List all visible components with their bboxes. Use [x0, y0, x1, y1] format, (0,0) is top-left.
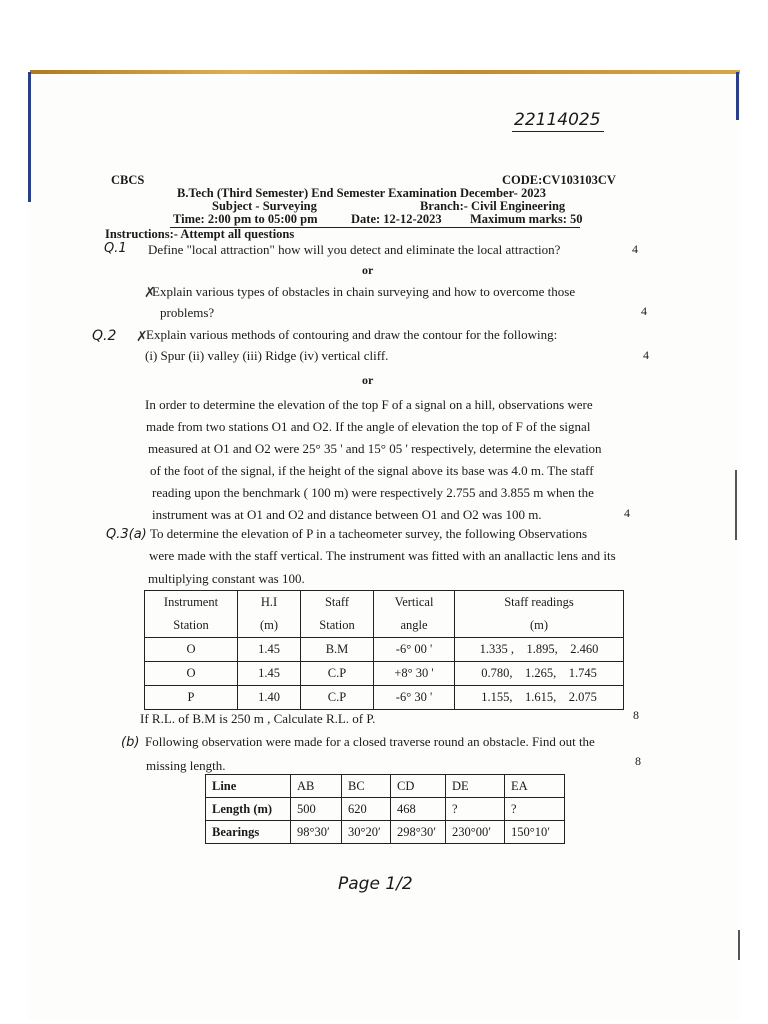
q2-alt-line: measured at O1 and O2 were 25° 35 ' and 15° 05 ' respectively, determine the elevation — [148, 441, 602, 456]
q2-alt-line: of the foot of the signal, if the height of the signal above its base was 4.0 m. The staff — [150, 463, 594, 478]
table-header-cell: Vertical angle — [374, 591, 455, 638]
table-cell: 1.335 , 1.895, 2.460 — [455, 638, 624, 662]
table-cell: ? — [446, 798, 505, 821]
table-cell: 0.780, 1.265, 1.745 — [455, 662, 624, 686]
tick-mark-icon: ✗ — [136, 330, 148, 345]
table-cell: 1.40 — [238, 686, 301, 710]
scheme-label: CBCS — [111, 173, 145, 187]
q2-or: or — [362, 373, 374, 387]
q2-alt-marks: 4 — [624, 506, 630, 520]
table-cell: DE — [446, 775, 505, 798]
tick-mark-icon: ✗ — [144, 286, 156, 301]
margin-mark — [738, 930, 740, 960]
table-cell: Bearings — [206, 821, 291, 844]
branch: Branch:- Civil Engineering — [420, 199, 566, 213]
table-cell: 298°30′ — [391, 821, 446, 844]
table-cell: EA — [505, 775, 565, 798]
q3b-line1: Following observation were made for a closed traverse round an obstacle. Find out the — [145, 734, 595, 749]
paper-left-edge — [28, 72, 31, 202]
q2-alt-line: In order to determine the elevation of the top F of a signal on a hill, observations were — [145, 397, 593, 412]
roll-number-underline — [512, 131, 604, 132]
q2-alt-line: instrument was at O1 and O2 and distance between O1 and O2 was 100 m. — [152, 507, 542, 522]
table-row — [206, 775, 565, 798]
q3b-marks: 8 — [635, 754, 641, 768]
q2-alt-line: made from two stations O1 and O2. If the angle of elevation the top of F of the signal — [146, 419, 591, 434]
exam-title: B.Tech (Third Semester) End Semester Examination December- 2023 — [177, 186, 546, 200]
table-header-cell: Staff Station — [301, 591, 374, 638]
table-cell: AB — [291, 775, 342, 798]
q3a-marks: 8 — [633, 708, 639, 722]
table-cell: CD — [391, 775, 446, 798]
table-cell: +8° 30 ' — [374, 662, 455, 686]
table-cell: 1.45 — [238, 638, 301, 662]
table-row — [206, 798, 565, 821]
q2-alt-line: reading upon the benchmark ( 100 m) were respectively 2.755 and 3.855 m when the — [152, 485, 594, 500]
course-code: CODE:CV103103CV — [502, 173, 616, 187]
tacheometer-table — [144, 590, 624, 710]
table-header-cell: Staff readings (m) — [455, 591, 624, 638]
table-cell: 468 — [391, 798, 446, 821]
table-cell: 30°20′ — [342, 821, 391, 844]
table-cell: P — [145, 686, 238, 710]
q2-marks: 4 — [643, 348, 649, 362]
q1-alt-line2: problems? — [160, 305, 215, 320]
q1-label: Q.1 — [104, 241, 127, 256]
table-row — [206, 821, 565, 844]
page-note: Page 1/2 — [338, 874, 413, 894]
q3b-line2: missing length. — [146, 758, 226, 773]
exam-date: Date: 12-12-2023 — [351, 212, 442, 226]
table-row — [145, 662, 624, 686]
q1-marks: 4 — [632, 242, 638, 256]
subject: Subject - Surveying — [212, 199, 317, 213]
q1-alt-line1: Explain various types of obstacles in chain surveying and how to overcome those — [152, 284, 576, 299]
paper-top-edge — [30, 70, 740, 74]
table-cell: B.M — [301, 638, 374, 662]
table-cell: 150°10′ — [505, 821, 565, 844]
table-cell: 1.45 — [238, 662, 301, 686]
q3a-line: To determine the elevation of P in a tacheometer survey, the following Observations — [150, 526, 588, 541]
table-header-cell: Instrument Station — [145, 591, 238, 638]
table-cell: -6° 30 ' — [374, 686, 455, 710]
exam-time: Time: 2:00 pm to 05:00 pm — [173, 212, 318, 226]
q3a-label: Q.3(a) — [106, 527, 147, 542]
table-cell: C.P — [301, 662, 374, 686]
table-cell: 1.155, 1.615, 2.075 — [455, 686, 624, 710]
table-cell: 98°30′ — [291, 821, 342, 844]
q1-alt-marks: 4 — [641, 304, 647, 318]
q3b-label: (b) — [121, 735, 140, 750]
table-cell: C.P — [301, 686, 374, 710]
q3a-line: multiplying constant was 100. — [148, 571, 305, 586]
table-header-row — [145, 591, 624, 638]
q2-line2: (i) Spur (ii) valley (iii) Ridge (iv) vertical cliff. — [145, 348, 389, 363]
q2-line1: Explain various methods of contouring and draw the contour for the following: — [146, 327, 558, 342]
table-cell: BC — [342, 775, 391, 798]
table-cell: Length (m) — [206, 798, 291, 821]
instructions: Instructions:- Attempt all questions — [105, 227, 295, 241]
margin-mark — [735, 470, 737, 540]
table-cell: O — [145, 662, 238, 686]
table-row — [145, 686, 624, 710]
table-row — [145, 638, 624, 662]
q3a-line: were made with the staff vertical. The instrument was fitted with an anallactic lens and its — [149, 548, 616, 563]
q1-or: or — [362, 263, 374, 277]
q3a-footer: If R.L. of B.M is 250 m , Calculate R.L. of P. — [140, 711, 376, 726]
q2-label: Q.2 — [92, 328, 117, 344]
table-cell: 500 — [291, 798, 342, 821]
table-cell: -6° 00 ' — [374, 638, 455, 662]
max-marks: Maximum marks: 50 — [470, 212, 583, 226]
table-cell: O — [145, 638, 238, 662]
table-cell: ? — [505, 798, 565, 821]
table-cell: Line — [206, 775, 291, 798]
table-cell: 620 — [342, 798, 391, 821]
roll-number: 22114025 — [514, 110, 601, 130]
q1-text: Define "local attraction" how will you detect and eliminate the local attraction? — [148, 242, 561, 257]
table-cell: 230°00′ — [446, 821, 505, 844]
table-header-cell: H.I (m) — [238, 591, 301, 638]
traverse-table — [205, 774, 565, 844]
paper-right-edge — [736, 72, 739, 120]
